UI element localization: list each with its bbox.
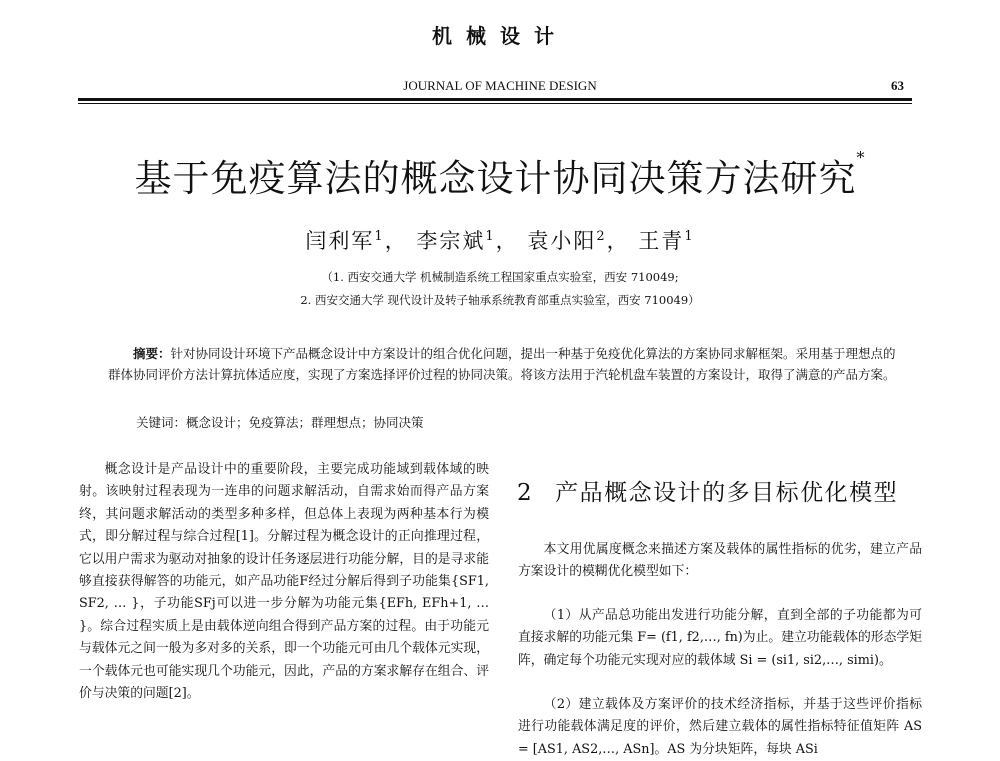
article-title	[0, 148, 1000, 202]
abstract-text: 针对协同设计环境下产品概念设计中方案设计的组合优化问题，提出一种基于免疫优化算法的方案协同求解框架。采用基于理想点的群体协同评价方法计算抗体适应度，实现了方案选择评价过程的协同决策。将该方法用于汽轮机盘车装置的方案设计，取得了满意的产品方案。	[108, 346, 896, 382]
section-number: 2	[517, 480, 534, 506]
author-separator: ，	[606, 229, 630, 253]
abstract-label: 摘要：	[133, 346, 171, 361]
author-separator: ，	[384, 229, 408, 253]
author-name: 王青	[638, 229, 685, 253]
author-affiliation-mark: 1	[684, 229, 695, 244]
page-number: 63	[891, 78, 904, 93]
author-affiliation-mark: 1	[374, 229, 385, 244]
author-separator: ，	[495, 229, 519, 253]
title-footnote-mark: *	[856, 148, 866, 167]
abstract	[108, 343, 898, 385]
keywords-label: 关键词：	[136, 415, 187, 430]
header-rule	[78, 98, 912, 101]
keywords-text: 概念设计；免疫算法；群理想点；协同决策	[186, 415, 424, 430]
journal-name-en: JOURNAL OF MACHINE DESIGN	[403, 78, 597, 93]
right-column-item-1: （1）从产品总功能出发进行功能分解，直到全部的子功能都为可直接求解的功能元集 F= (f1, f2,…, fn)为止。建立功能载体的形态学矩阵，确定每个功能元实现对应的载体域 Si = (si1, si2,…, simi)。	[518, 608, 922, 668]
section-title: 产品概念设计的多目标优化模型	[555, 480, 899, 506]
affiliation-2: 2. 西安交通大学 现代设计及转子轴承系统教育部重点实验室，西安 710049）	[300, 293, 700, 307]
title-text: 基于免疫算法的概念设计协同决策方法研究	[134, 157, 857, 200]
header-rule-thin	[78, 103, 912, 104]
right-column-item-2: （2）建立载体及方案评价的技术经济指标，并基于这些评价指标进行功能载体满足度的评价，然后建立载体的属性指标特征值矩阵 AS = [AS1, AS2,…, ASn]。AS 为分块矩阵，每块 ASi	[518, 697, 922, 757]
section-heading	[517, 474, 898, 507]
author-list	[0, 225, 1000, 255]
journal-name-cn: 机械设计	[432, 24, 568, 48]
left-column-paragraph: 概念设计是产品设计中的重要阶段，主要完成功能域到载体域的映射。该映射过程表现为一连串的问题求解活动，自需求始而得产品方案终，其问题求解活动的类型多种多样，但总体上表现为两种基本行为模式，即分解过程与综合过程[1]。分解过程为概念设计的正向推理过程，它以用户需求为驱动对抽象的设计任务逐层进行功能分解，目的是寻求能够直接获得解答的功能元，如产品功能F经过分解后得到子功能集{SF1, SF2, … }，子功能SFj可以进一步分解为功能元集{EFh, EFh+1, … }。综合过程实质上是由载体逆向组合得到产品方案的过程。由于功能元与载体元之间一般为多对多的关系，即一个功能元可由几个载体元实现，一个载体元也可能实现几个功能元，因此，产品的方案求解存在组合、评价与决策的问题[2]。	[79, 462, 489, 702]
right-column-intro: 本文用优属度概念来描述方案及载体的属性指标的优劣，建立产品方案设计的模糊优化模型如下：	[518, 542, 922, 580]
keywords	[136, 413, 424, 431]
author-name: 李宗斌	[416, 229, 486, 253]
author-affiliation-mark: 2	[596, 229, 607, 244]
author-name: 闫利军	[305, 229, 375, 253]
author-affiliation-mark: 1	[485, 229, 496, 244]
affiliation-1: （1. 西安交通大学 机械制造系统工程国家重点实验室，西安 710049;	[321, 270, 679, 284]
author-name: 袁小阳	[527, 229, 597, 253]
